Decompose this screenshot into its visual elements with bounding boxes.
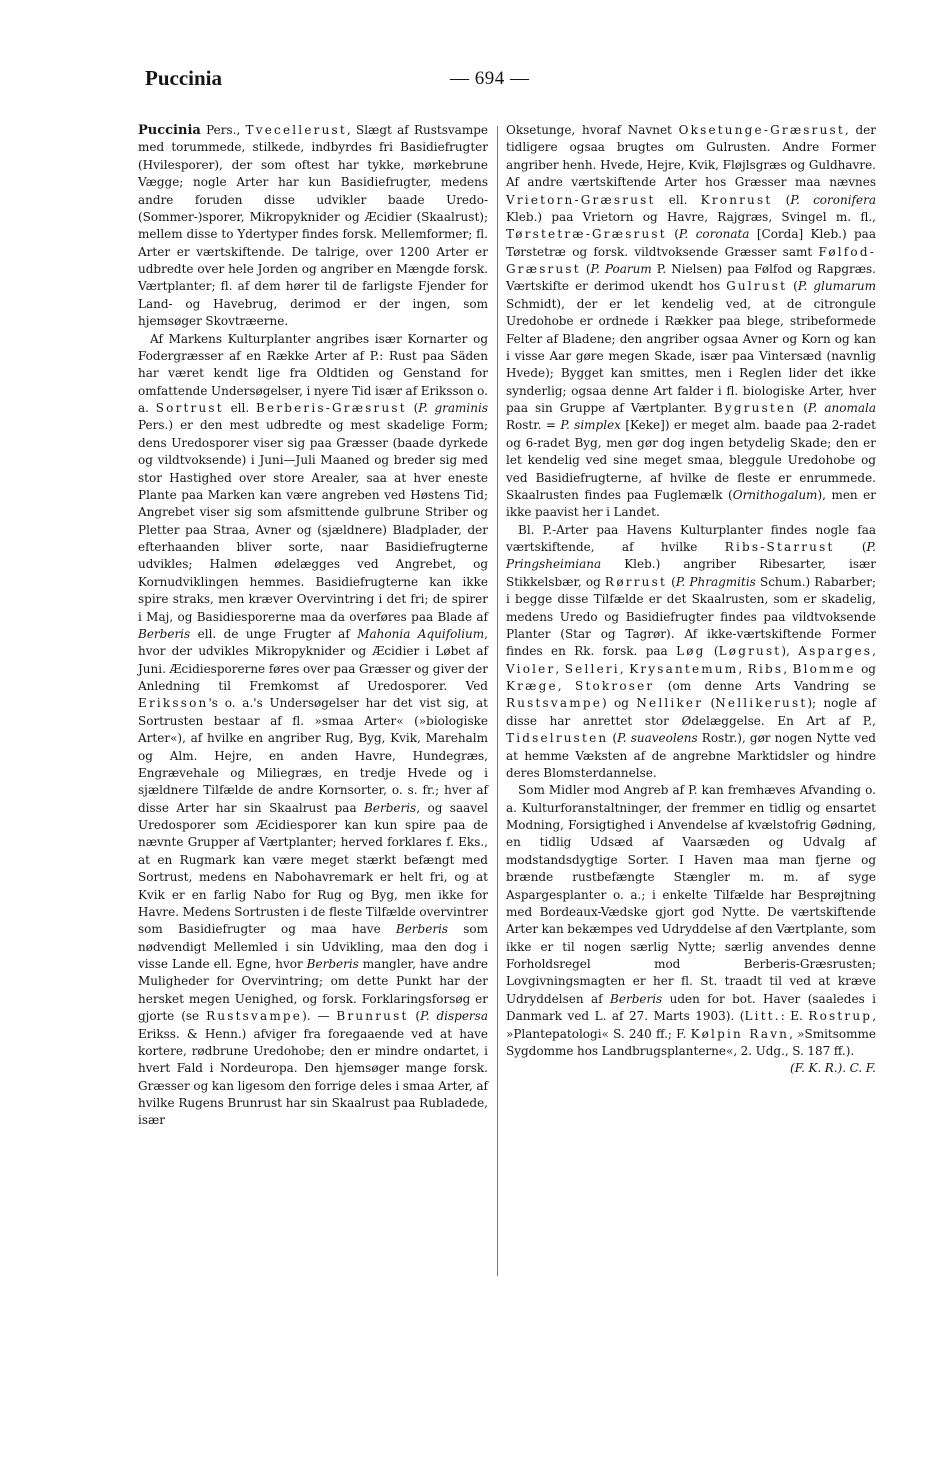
paragraph xyxy=(138,331,488,1130)
text-run: Oksetunge-Græsrust xyxy=(678,123,845,137)
lemma-headword: Puccinia xyxy=(138,123,201,138)
text-run: ), xyxy=(781,644,799,659)
text-run: ell. xyxy=(655,192,701,207)
text-run: [Corda] Kleb.) paa Tørstetræ og forsk. vildtvoksende Græsser samt xyxy=(506,227,876,259)
text-run: Berberis xyxy=(364,800,417,815)
text-run: og xyxy=(855,661,876,676)
text-run: Ribs xyxy=(747,661,784,676)
text-run: , xyxy=(783,661,793,676)
text-run: , xyxy=(557,679,576,693)
text-run: P. Pringsheimiana xyxy=(506,540,876,572)
text-run: Ribs-Starrust xyxy=(724,540,835,554)
text-run: P. coronifera xyxy=(790,192,876,207)
paragraph xyxy=(506,782,877,1076)
text-run: Kølpin Ravn xyxy=(690,1026,790,1041)
text-run: Løgrust xyxy=(718,644,782,659)
text-run: , »Smitsomme Sygdomme hos Landbrugsplanterne«, 2. Udg., S. 187 ff.). xyxy=(506,1026,876,1058)
text-run: ( xyxy=(787,279,798,294)
text-run: Gulrust xyxy=(726,279,788,294)
text-run: , der tidligere ogsaa brugtes om Gulrusten. Andre Former angriber henh. Hvede, Hejre, Kvik, Fløjlsgræs og Guldhavre. Af andre værtskiftende Arter hos Græsser maa nævnes xyxy=(506,123,876,190)
text-run: ell. xyxy=(223,401,256,415)
text-run: Berberis xyxy=(138,626,191,641)
text-run: Rørrust xyxy=(604,574,667,589)
text-run: ); nogle af disse har anrettet stor Ødelæggelse. En Art af P., xyxy=(506,696,876,728)
text-run: mangler, have andre Muligheder for Overvintring; om dette Punkt har der hersket megen Uenighed, og forsk. Forklaringsforsøg er gjorte (se xyxy=(138,957,489,1024)
paragraph xyxy=(506,522,876,783)
text-run: , Slægt af Rustsvampe med torummede, stilkede, indbyrdes fri Basidiefrugter (Hvilesporer), der som oftest har tykke, mørkebrune Vægge; nogle Arter har kun Basidiefrugter, medens andre foruden disse udvikler baade Uredo-(Sommer-)sporer, Mikropyknider og Æcidier (Skaalrust); mellem disse to Ydertyper findes forsk. Mellemformer; fl. Arter er værtskiftende. De talrige, over 1200 Arter er udbredte over hele Jorden og angriber en Mængde forsk. Værtplanter; fl. af dem hører til de farligste Fjender for Land- og Havebrug, derimod er der ingen, som hjemsøger Skovtræerne. xyxy=(138,123,488,329)
text-run: Stokroser xyxy=(575,679,655,693)
text-run: Erikss. & Henn.) afviger fra foregaaende ved at have kortere, rødbrune Uredohobe; den er mindre ondartet, i hvert Fald i Nordeuropa. Den hjemsøger mange forsk. Græsser og kan ligesom den forrige deles i smaa Arter, af hvilke Rugens Brunrust har sin Skaalrust paa Rubladede, især xyxy=(138,1026,488,1128)
text-run: : E. xyxy=(780,1009,809,1024)
text-run: Berberis xyxy=(395,922,449,937)
text-run: Berberis-Græsrust xyxy=(255,401,407,415)
text-run: ( xyxy=(666,227,679,242)
text-run: Af Markens Kulturplanter angribes især Kornarter og Fodergræsser af en Række Arter af P.: Rust paa Säden har været kendt lige fra Oldtiden og Genstand for omfattende Undersøgelser, i nyere Tid især af Eriksson o. a. xyxy=(138,331,488,415)
text-run: P. Nielsen) paa Følfod og Rapgræs. Værtskifte er derimod ukendt hos xyxy=(506,262,876,294)
page-header xyxy=(145,66,880,100)
text-run: ) og xyxy=(602,696,637,711)
right-column xyxy=(506,122,876,1078)
text-run: 's o. a.'s Undersøgelser har det vist sig, at Sortrusten bestaar af fl. »smaa Arter« (»biologiske Arter«), af hvilke en angriber Rug, Byg, Kvik, Marehalm og Alm. Hejre, en anden Havre, Hundegræs, Engrævehale og Miliegræs, en tredje Hvede og i sjældnere Tilfælde de andre Kornsorter, o. s. fr.; hver af disse Arter har sin Skaalrust paa xyxy=(138,696,488,815)
text-run: , xyxy=(738,661,748,676)
text-run: Nelliker xyxy=(636,696,704,711)
text-run: Pers., xyxy=(200,123,246,137)
text-run: ( xyxy=(772,192,791,207)
text-run: Følfod-Græsrust xyxy=(506,244,876,276)
text-run: , xyxy=(619,661,630,676)
text-run: Ornithogalum xyxy=(732,487,818,502)
text-run: ( xyxy=(608,731,618,746)
text-run: Schmidt), der er let kendelig ved, at de citrongule Uredohobe er ordnede i Rækker paa blege, stribeformede Felter af Bladene; den angriber ogsaa Avner og Korn og kan i visse Aar gøre megen Skade, især paa Vintersæd (navnlig Hvede); Bygget kan smittes, men i Reglen lider det ikke synderlig; ogsaa denne Art falder i fl. biologiske Arter, hver paa sin Gruppe af Værtplanter. xyxy=(506,296,876,415)
text-run: Nellikerust xyxy=(715,696,808,711)
text-run: ( xyxy=(796,401,808,415)
text-run: P. dispersa xyxy=(420,1009,488,1024)
text-run: P. coronata xyxy=(678,227,750,242)
text-run: Asparges xyxy=(798,644,873,659)
text-run: Rostrup xyxy=(808,1009,873,1024)
text-run: Brunrust xyxy=(336,1009,409,1024)
text-run: , xyxy=(872,644,876,659)
text-run: Litt. xyxy=(744,1009,781,1024)
text-run: Berberis xyxy=(610,991,663,1006)
text-run: ( xyxy=(580,262,591,276)
text-run: P. glumarum xyxy=(797,279,876,294)
text-run: Krysantemum xyxy=(629,661,739,676)
text-run: Tidselrusten xyxy=(506,731,609,746)
text-run: Rostr. = xyxy=(506,418,561,433)
text-run: Bygrusten xyxy=(713,401,797,415)
text-run: Kleb.) paa Vrietorn og Havre, Rajgræs, Svingel m. fl., xyxy=(506,209,876,224)
column-divider xyxy=(497,126,498,1276)
text-run: ( xyxy=(408,1009,421,1024)
paragraph xyxy=(138,122,488,331)
text-run: ( xyxy=(705,644,719,659)
left-column xyxy=(138,122,488,1130)
text-run: Tvecellerust xyxy=(245,123,347,137)
text-run: (om denne Arts Vandring se xyxy=(654,679,876,693)
text-run: Mahonia Aquifolium xyxy=(357,626,485,641)
text-run: Rustsvampe xyxy=(506,696,602,711)
text-run: Løg xyxy=(676,644,706,659)
text-run: Blomme xyxy=(792,661,856,676)
text-run: Oksetunge, hvoraf Navnet xyxy=(506,123,679,137)
text-run: P. Phragmitis xyxy=(675,574,756,589)
text-run: ). — xyxy=(302,1009,337,1024)
text-run: ( xyxy=(406,401,419,415)
text-run: Kronrust xyxy=(700,192,773,207)
text-run: Som Midler mod Angreb af P. kan fremhæves Afvanding o. a. Kulturforanstaltninger, der fremmer en tidlig og ensartet Modning, Forsigtighed i Anvendelse af kvælstofrig Gødning, en tidlig Udsæd af Vaarsæden og Udvalg af modstandsdygtige Sorter. I Haven maa man fjerne og brænde rustbefængte Stængler m. m. af syge Aspargesplanter o. a.; i enkelte Tilfælde har Besprøjtning med Bordeaux-Vædske gjort god Nytte. De værtskiftende Arter kan bekæmpes ved Udryddelse af den Værtplante, som ikke er til nogen særlig Nytte; særlig anvendes denne Forholdsregel mod Berberis-Græsrusten; Lovgivningsmagten er her fl. St. traadt til ved at kræve Udryddelsen af xyxy=(506,783,876,1006)
text-run: Berberis xyxy=(306,957,359,971)
text-run: ( xyxy=(666,574,676,589)
text-run: Violer xyxy=(506,661,556,676)
text-run: , »Plantepatologi« S. 240 ff.; F. xyxy=(506,1009,877,1041)
text-run: Tørstetræ-Græsrust xyxy=(506,227,667,242)
page-number: — 694 — xyxy=(450,68,530,89)
text-run: Sortrust xyxy=(155,401,224,415)
text-run: Rustsvampe xyxy=(206,1009,303,1024)
text-run: , xyxy=(555,661,565,676)
text-run: Pers.) er den mest udbredte og mest skadelige Form; dens Uredosporer viser sig paa Græsser (baade dyrkede og vildtvoksende) i Juni—Juli Maaned og breder sig med stor Hastighed over store Arealer, saa at hver eneste Plante paa Marken kan være angreben ved Høstens Tid; Angrebet viser sig som afsmittende gulbrune Striber og Pletter paa Straa, Avner og (sjældnere) Bladplader, der efterhaanden bliver sorte, naar Basidiefrugterne udvikles; Halmen ødelægges ved Angrebet, og Kornudviklingen hemmes. Basidiefrugterne kan ikke spire straks, men kræver Overvintring i det fri; de spirer i Maj, og Basidiesporerne maa da overføres paa Blade af xyxy=(138,418,488,624)
author-signature: (F. K. R.). C. F. xyxy=(790,1061,876,1076)
text-run: Vrietorn-Græsrust xyxy=(506,192,656,207)
text-run: , og saavel Uredosporer som Æcidiesporer kan kun spire paa de nævnte Grupper af Værtplanter; herved forklares f. Eks., at en Rugmark kan være meget stærkt befængt med Sortrust, medens en Nabohavremark er helt fri, og at Kvik er en farlig Nabo for Rug og Byg, men ikke for Havre. Medens Sortrusten i de fleste Tilfælde overvintrer som Basidiefrugter og maa have xyxy=(138,800,488,937)
text-run: Eriksson xyxy=(138,696,209,711)
text-run: Selleri xyxy=(564,661,620,676)
text-run: , hvor der udvikles Mikropyknider og Æcidier i Løbet af Juni. Æcidiesporerne føres over paa Græsser og giver der Anledning til Fremkomst af Uredosporer. Ved xyxy=(138,626,488,693)
text-run: P. simplex xyxy=(560,418,621,433)
text-run: ( xyxy=(703,696,716,711)
paragraph xyxy=(506,122,876,522)
text-run: P. graminis xyxy=(418,401,488,415)
text-run: Bl. P.-Arter paa Havens Kulturplanter findes nogle faa værtskiftende, af hvilke xyxy=(506,522,876,554)
text-run: Kleb.) angriber Ribesarter, især Stikkelsbær, og xyxy=(506,557,876,589)
text-run: P. suaveolens xyxy=(617,731,698,746)
running-title: Puccinia xyxy=(145,66,222,90)
text-run: ( xyxy=(834,540,867,554)
text-run: Kræge xyxy=(506,679,558,693)
text-run: Rostr.), gør nogen Nytte ved at hemme Væksten af de angrebne Marktidsler og hindre deres Blomsterdannelse. xyxy=(506,731,876,780)
text-run: uden for bot. Haver (saaledes i Danmark ved L. af 27. Marts 1903). ( xyxy=(506,991,876,1024)
text-run: som nødvendigt Mellemled i sin Udvikling, maa den dog i visse Lande ell. Egne, hvor xyxy=(138,922,489,971)
text-run: ), men er ikke paavist her i Landet. xyxy=(506,487,876,520)
text-run: P. Poarum xyxy=(590,262,652,276)
text-run: ell. de unge Frugter af xyxy=(190,626,358,641)
text-run: [Keke]) er meget alm. baade paa 2-radet og 6-radet Byg, men gør dog ingen betydelig Skade; den er let kendelig ved sine meget smaa, bleggule Uredohobe og ved Basidiefrugterne, af hvilke de fleste er enrummede. Skaalrusten findes paa Fuglemælk ( xyxy=(506,418,876,502)
text-run: Schum.) Rabarber; i begge disse Tilfælde er det Skaalrusten, som er skadelig, medens Uredo og Basidiefrugter findes paa vildtvoksende Planter (Star og Tagrør). Af ikke-værtskiftende Former findes en Rk. forsk. paa xyxy=(506,574,876,659)
text-run: P. anomala xyxy=(807,401,876,415)
